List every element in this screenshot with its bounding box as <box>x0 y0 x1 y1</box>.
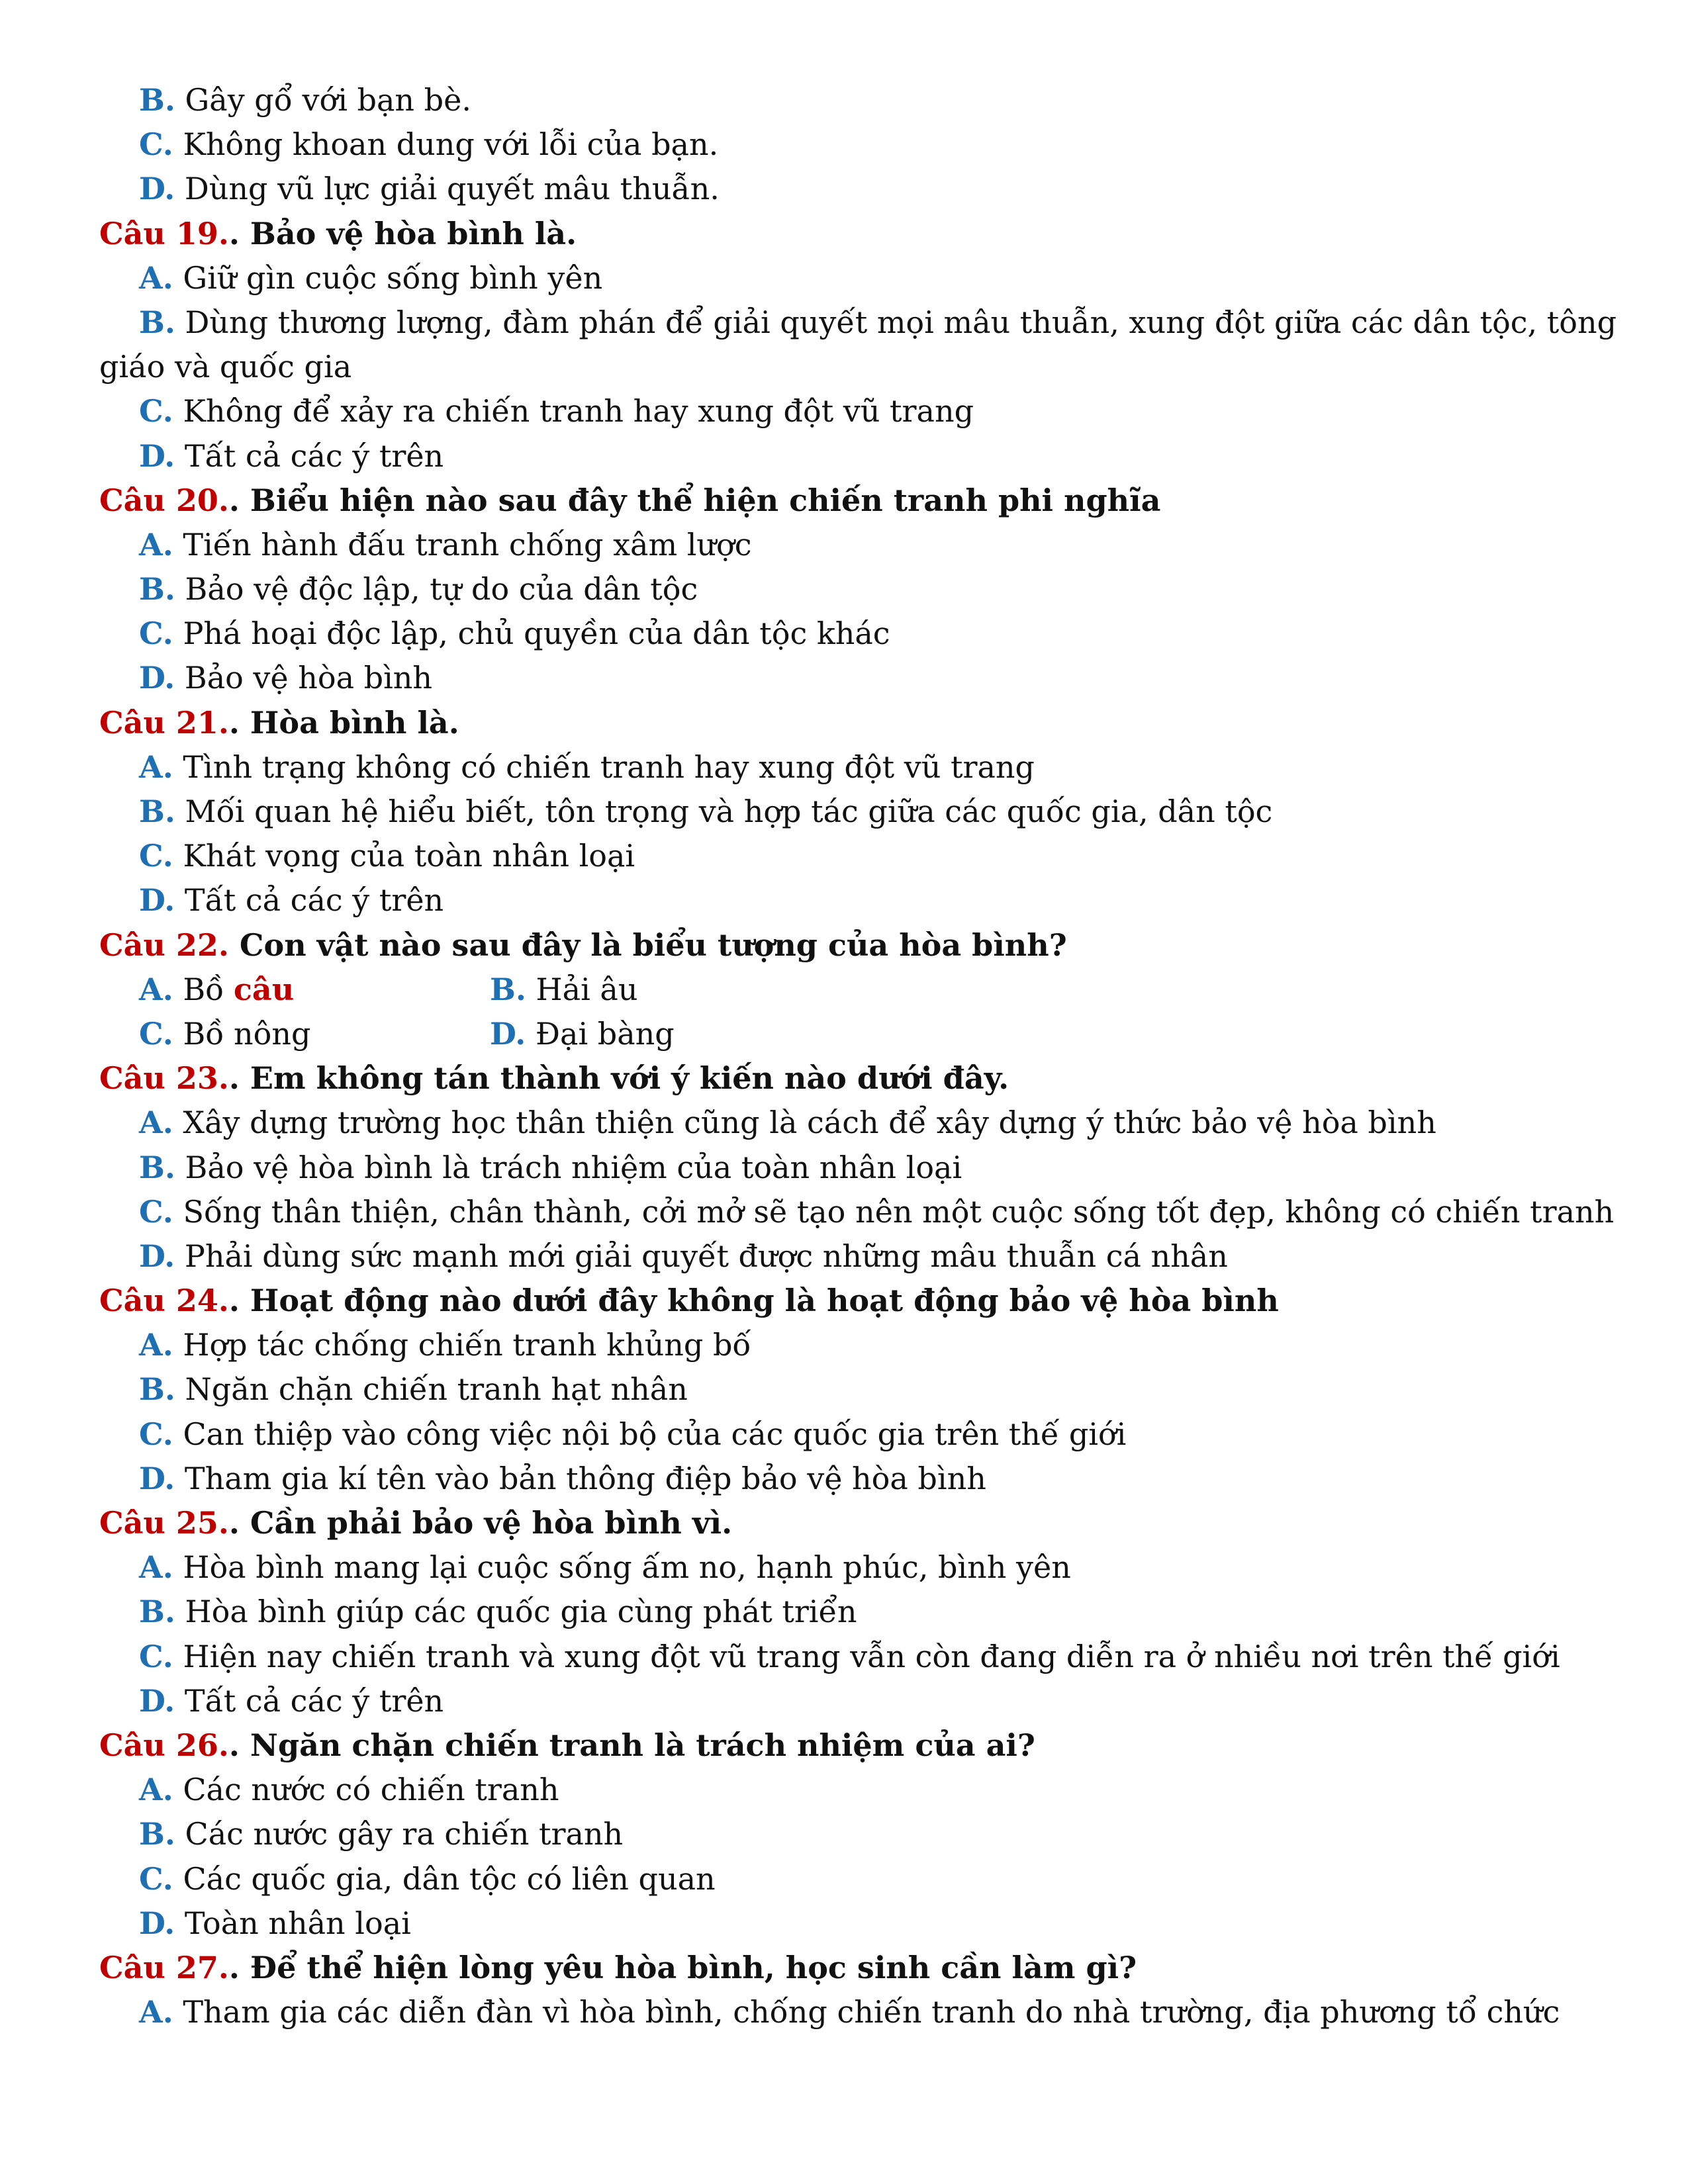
option-d <box>0 1234 1688 1279</box>
option-letter: A. <box>139 1772 173 1808</box>
option-a <box>0 256 1688 300</box>
option-c <box>0 834 1688 878</box>
option-text: Hải âu <box>526 971 638 1007</box>
option-a <box>0 745 1688 790</box>
question-25 <box>0 1501 1688 1545</box>
question-text: . Ngăn chặn chiến tranh là trách nhiệm của ai? <box>228 1727 1035 1763</box>
option-text: Sống thân thiện, chân thành, cởi mở sẽ tạo nên một cuộc sống tốt đẹp, không có chiến tranh <box>173 1193 1615 1230</box>
option-d <box>0 878 1688 923</box>
option-d <box>490 1012 675 1056</box>
option-text: Hợp tác chống chiến tranh khủng bố <box>173 1327 751 1363</box>
option-letter: A. <box>139 526 173 563</box>
option-letter: C. <box>139 838 173 874</box>
option-letter: C. <box>139 615 173 652</box>
option-b <box>0 78 1688 122</box>
option-letter: C. <box>139 126 173 163</box>
option-c <box>0 1412 1688 1457</box>
option-text: Bồ nông <box>173 1015 311 1052</box>
option-letter: C. <box>139 1015 173 1052</box>
option-a <box>0 1545 1688 1590</box>
option-d <box>0 1679 1688 1723</box>
option-letter: D. <box>139 882 175 919</box>
question-number: Câu 26. <box>99 1727 229 1763</box>
question-text: Con vật nào sau đây là biểu tượng của hòa bình? <box>228 927 1067 963</box>
option-row-ab <box>0 968 1688 1012</box>
option-text: Bồ <box>173 971 234 1007</box>
option-text: Các nước gây ra chiến tranh <box>175 1816 624 1852</box>
option-text: Tham gia kí tên vào bản thông điệp bảo vệ hòa bình <box>175 1460 986 1496</box>
option-letter: C. <box>139 1193 173 1230</box>
question-text: . Em không tán thành với ý kiến nào dưới đây. <box>228 1060 1009 1097</box>
question-19 <box>0 212 1688 256</box>
question-number: Câu 24. <box>99 1283 229 1319</box>
option-text: Hiện nay chiến tranh và xung đột vũ trang vẫn còn đang diễn ra ở nhiều nơi trên thế giới <box>173 1638 1560 1674</box>
question-text: . Hòa bình là. <box>228 704 459 741</box>
question-22 <box>0 923 1688 968</box>
option-letter: D. <box>490 1015 526 1052</box>
option-d <box>0 656 1688 700</box>
option-letter: B. <box>139 794 175 829</box>
option-d <box>0 1901 1688 1946</box>
option-b <box>0 1367 1688 1412</box>
question-20 <box>0 478 1688 523</box>
option-text: Đại bàng <box>526 1015 675 1052</box>
question-number: Câu 21. <box>99 704 229 741</box>
option-b <box>0 790 1688 834</box>
option-c <box>0 1635 1688 1679</box>
option-c <box>0 1190 1688 1234</box>
question-number: Câu 20. <box>99 482 229 518</box>
option-b <box>490 968 637 1012</box>
option-text: Ngăn chặn chiến tranh hạt nhân <box>175 1371 688 1408</box>
option-letter: B. <box>139 1816 175 1852</box>
option-b <box>0 567 1688 612</box>
option-letter: A. <box>139 1327 173 1363</box>
option-a <box>0 1101 1688 1145</box>
question-text: . Biểu hiện nào sau đây thể hiện chiến tranh phi nghĩa <box>228 482 1161 518</box>
option-text: Tất cả các ý trên <box>175 882 444 919</box>
question-23 <box>0 1056 1688 1101</box>
option-text: Dùng vũ lực giải quyết mâu thuẫn. <box>175 171 720 207</box>
option-text: Phá hoại độc lập, chủ quyền của dân tộc khác <box>173 615 890 652</box>
option-text: Bảo vệ độc lập, tự do của dân tộc <box>175 571 698 608</box>
option-letter: B. <box>139 1371 175 1408</box>
option-a <box>0 523 1688 567</box>
option-letter: A. <box>139 1105 173 1141</box>
option-letter: C. <box>139 393 173 430</box>
option-text: Tham gia các diễn đàn vì hòa bình, chống chiến tranh do nhà trường, địa phương tổ chức <box>173 1994 1560 2030</box>
option-text: Bảo vệ hòa bình <box>175 660 433 696</box>
option-b <box>0 1812 1688 1856</box>
option-text: Tất cả các ý trên <box>175 437 444 474</box>
option-c <box>139 1016 310 1052</box>
option-row-cd <box>0 1012 1688 1056</box>
question-24 <box>0 1279 1688 1323</box>
question-26 <box>0 1723 1688 1768</box>
option-text: Dùng thương lượng, đàm phán để giải quyết mọi mâu thuẫn, xung đột giữa các dân tộc, tông <box>175 304 1617 340</box>
option-c <box>0 389 1688 433</box>
option-letter: D. <box>139 1460 175 1496</box>
option-c <box>0 612 1688 656</box>
option-text: Không để xảy ra chiến tranh hay xung đột vũ trang <box>173 393 974 430</box>
question-text: . Để thể hiện lòng yêu hòa bình, học sinh cần làm gì? <box>228 1949 1137 1985</box>
option-letter: C. <box>139 1416 173 1452</box>
option-b <box>0 300 1688 345</box>
option-text: Can thiệp vào công việc nội bộ của các quốc gia trên thế giới <box>173 1416 1127 1452</box>
option-letter: C. <box>139 1860 173 1897</box>
option-text: Hòa bình mang lại cuộc sống ấm no, hạnh phúc, bình yên <box>173 1549 1071 1586</box>
option-letter: D. <box>139 171 175 207</box>
option-letter: C. <box>139 1638 173 1674</box>
option-b <box>0 1590 1688 1634</box>
option-letter: A. <box>139 749 173 785</box>
option-letter: D. <box>139 437 175 474</box>
document-page <box>0 78 1688 2034</box>
option-letter: D. <box>139 1905 175 1941</box>
question-number: Câu 23. <box>99 1060 229 1097</box>
option-text: Không khoan dung với lỗi của bạn. <box>173 126 719 163</box>
option-letter: B. <box>139 82 175 118</box>
question-text: . Hoạt động nào dưới đây không là hoạt động bảo vệ hòa bình <box>228 1283 1279 1319</box>
option-letter: D. <box>139 1238 175 1274</box>
option-a <box>0 1323 1688 1367</box>
option-letter: D. <box>139 1682 175 1719</box>
option-text-highlight: câu <box>233 971 295 1007</box>
option-text: Giữ gìn cuộc sống bình yên <box>173 259 603 296</box>
option-text: Các nước có chiến tranh <box>173 1772 559 1808</box>
question-21 <box>0 701 1688 745</box>
option-text: Phải dùng sức mạnh mới giải quyết được những mâu thuẫn cá nhân <box>175 1238 1228 1274</box>
option-letter: A. <box>139 259 173 296</box>
option-d <box>0 1457 1688 1501</box>
option-text: Tiến hành đấu tranh chống xâm lược <box>173 526 752 563</box>
question-number: Câu 19. <box>99 215 229 251</box>
option-text: Xây dựng trường học thân thiện cũng là cách để xây dựng ý thức bảo vệ hòa bình <box>173 1105 1436 1141</box>
question-text: . Bảo vệ hòa bình là. <box>228 215 577 251</box>
option-letter: B. <box>139 1149 175 1185</box>
option-letter: A. <box>139 1549 173 1586</box>
option-text: Mối quan hệ hiểu biết, tôn trọng và hợp tác giữa các quốc gia, dân tộc <box>175 794 1273 829</box>
option-letter: D. <box>139 660 175 696</box>
option-text: Các quốc gia, dân tộc có liên quan <box>173 1860 716 1897</box>
option-a <box>139 972 294 1007</box>
option-letter: A. <box>139 1994 173 2030</box>
option-text: Gây gổ với bạn bè. <box>175 82 471 118</box>
question-text: . Cần phải bảo vệ hòa bình vì. <box>228 1505 733 1541</box>
option-b-continuation: giáo và quốc gia <box>99 349 352 385</box>
option-d <box>0 434 1688 478</box>
option-letter: B. <box>490 971 526 1007</box>
option-letter: A. <box>139 971 173 1007</box>
option-text: Tình trạng không có chiến tranh hay xung đột vũ trang <box>173 749 1035 785</box>
option-a <box>0 1990 1688 2034</box>
question-number: Câu 22. <box>99 927 229 963</box>
option-text: Bảo vệ hòa bình là trách nhiệm của toàn nhân loại <box>175 1149 962 1185</box>
option-text: Khát vọng của toàn nhân loại <box>173 838 635 874</box>
option-text: Hòa bình giúp các quốc gia cùng phát triển <box>175 1594 857 1630</box>
option-text: Tất cả các ý trên <box>175 1682 444 1719</box>
option-c <box>0 122 1688 167</box>
question-number: Câu 27. <box>99 1949 229 1985</box>
option-c <box>0 1857 1688 1901</box>
question-number: Câu 25. <box>99 1505 229 1541</box>
option-letter: B. <box>139 304 175 340</box>
option-letter: B. <box>139 1594 175 1630</box>
option-letter: B. <box>139 571 175 608</box>
question-27 <box>0 1946 1688 1990</box>
option-text: Toàn nhân loại <box>175 1905 411 1941</box>
option-a <box>0 1768 1688 1812</box>
option-d <box>0 167 1688 211</box>
option-b <box>0 1146 1688 1190</box>
